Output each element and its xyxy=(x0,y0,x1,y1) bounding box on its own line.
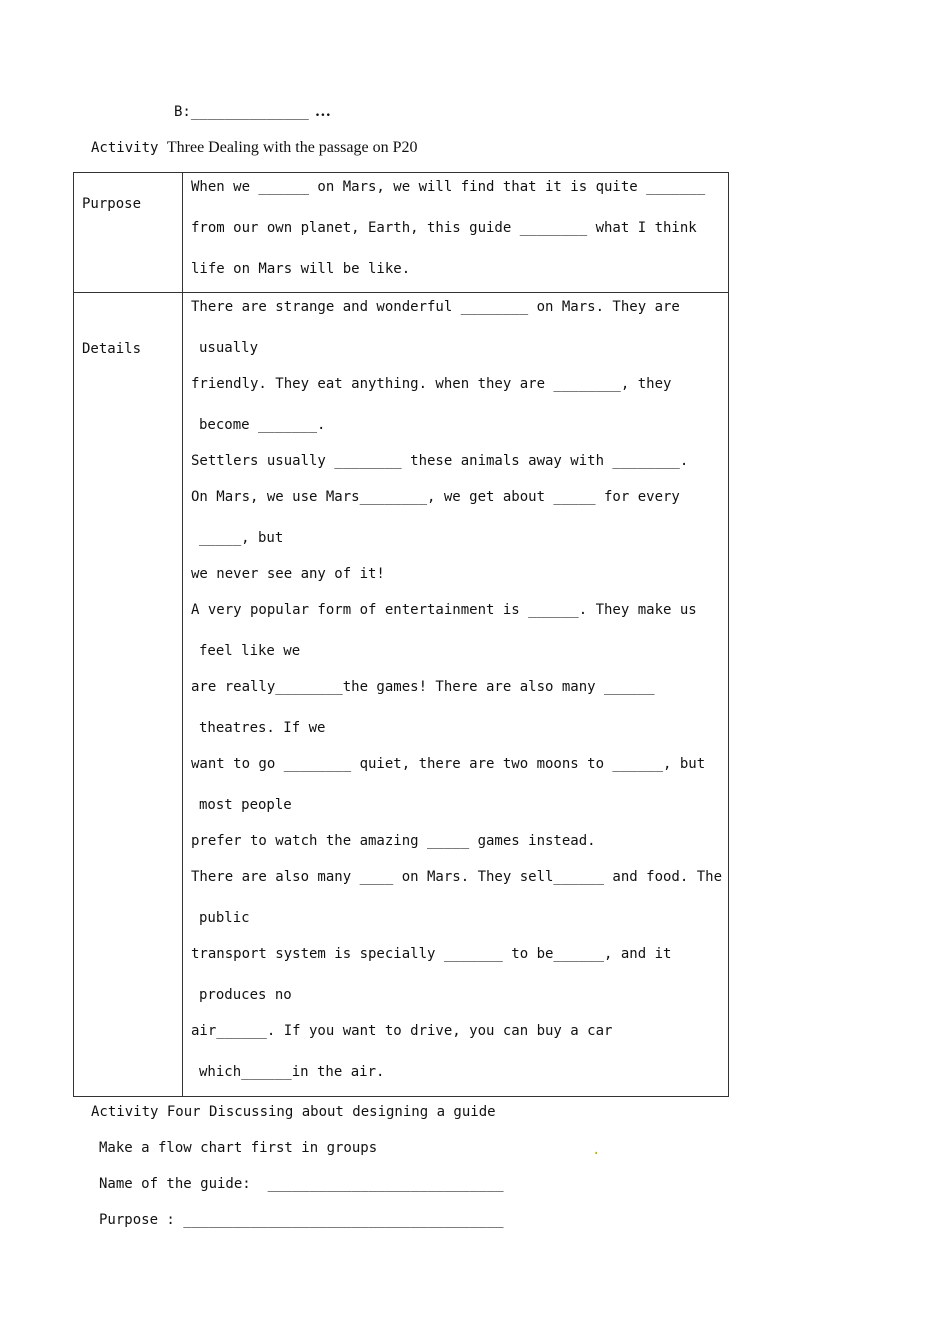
details-line: feel like we xyxy=(199,643,301,659)
details-line: are really________the games! There are also many ______ xyxy=(191,679,655,695)
details-line: public xyxy=(199,910,250,926)
details-label-cell xyxy=(74,293,183,1097)
activity-three-title: Three Dealing with the passage on P20 xyxy=(166,139,418,156)
flow-chart-instruction: Make a flow chart first in groups xyxy=(99,1140,378,1156)
purpose-label: Purpose xyxy=(82,196,142,212)
details-line: On Mars, we use Mars________, we get about _____ for every xyxy=(191,489,680,505)
details-line: produces no xyxy=(199,987,292,1003)
purpose-line-2: from our own planet, Earth, this guide ________ what I think xyxy=(191,220,697,236)
purpose-line-1: When we ______ on Mars, we will find that it is quite _______ xyxy=(191,179,706,195)
details-line: most people xyxy=(199,797,292,813)
details-line: _____, but xyxy=(199,530,284,546)
name-of-guide-line: Name of the guide: ____________________________ xyxy=(99,1176,504,1192)
b-answer-line xyxy=(174,103,331,121)
purpose-line-3: life on Mars will be like. xyxy=(191,261,411,277)
details-line: air______. If you want to drive, you can buy a car xyxy=(191,1023,613,1039)
ellipsis: … xyxy=(314,103,331,120)
details-line: theatres. If we xyxy=(199,720,326,736)
details-line: A very popular form of entertainment is ______. They make us xyxy=(191,602,697,618)
details-line: want to go ________ quiet, there are two moons to ______, but xyxy=(191,756,706,772)
details-line: transport system is specially _______ to be______, and it xyxy=(191,946,672,962)
details-content-cell xyxy=(183,293,729,1097)
details-line: which______in the air. xyxy=(199,1064,385,1080)
details-label: Details xyxy=(82,341,142,357)
passage-table xyxy=(73,172,729,1097)
activity-four-heading: Activity Four Discussing about designing a guide xyxy=(91,1104,496,1120)
purpose-answer-line: Purpose : ______________________________________ xyxy=(99,1212,504,1228)
purpose-content-cell xyxy=(183,173,729,293)
details-line: we never see any of it! xyxy=(191,566,385,582)
details-row xyxy=(74,293,729,1097)
details-line: friendly. They eat anything. when they are ________, they xyxy=(191,376,672,392)
purpose-row xyxy=(74,173,729,293)
details-line: usually xyxy=(199,340,259,356)
details-line: There are strange and wonderful ________ on Mars. They are xyxy=(191,299,680,315)
stray-dot: . xyxy=(592,1142,601,1158)
details-line: Settlers usually ________ these animals away with ________. xyxy=(191,453,689,469)
purpose-label-cell xyxy=(74,173,183,293)
activity-three-heading xyxy=(91,139,417,157)
activity-label: Activity xyxy=(91,140,167,156)
details-line: become _______. xyxy=(199,417,326,433)
details-line: prefer to watch the amazing _____ games instead. xyxy=(191,833,596,849)
details-line: There are also many ____ on Mars. They sell______ and food. The xyxy=(191,869,723,885)
b-answer-text: B:______________ xyxy=(174,104,309,120)
